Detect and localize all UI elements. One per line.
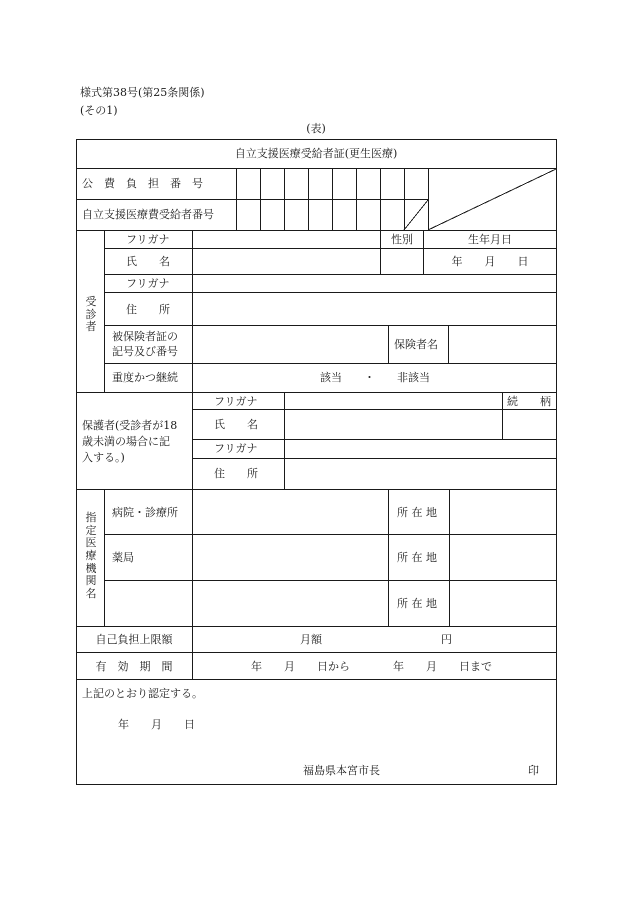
validity-to: 年 月 日まで (393, 660, 492, 673)
public-payer-number-label: 公 費 負 担 番 号 (82, 177, 203, 190)
patient-name-label: 氏 名 (126, 255, 170, 268)
patient-furigana-label: フリガナ (126, 233, 170, 246)
certification-date: 年 月 日 (118, 718, 195, 731)
patient-furigana2-label: フリガナ (126, 277, 170, 290)
copay-limit-yen: 円 (441, 633, 452, 646)
validity-from: 年 月 日から (251, 660, 350, 673)
guardian-group-label-line3: 入する。) (82, 451, 125, 464)
insurance-card-label-line1: 被保険者証の (112, 330, 178, 343)
patient-birthdate-label: 生年月日 (468, 233, 512, 246)
patient-gender-label: 性別 (391, 233, 413, 246)
guardian-furigana2-label: フリガナ (214, 442, 258, 455)
patient-address-label: 住 所 (126, 303, 170, 316)
severe-continuous-options: 該当 ・ 非該当 (320, 371, 430, 384)
recipient-number-label: 自立支援医療費受給者番号 (82, 208, 214, 221)
guardian-group-label-line1: 保護者(受診者が18 (82, 419, 178, 432)
form-number: 様式第38号(第25条関係) (80, 86, 205, 99)
seal-mark: 印 (528, 764, 539, 777)
patient-birthdate-placeholder: 年 月 日 (451, 255, 529, 268)
validity-label: 有 効 期 間 (95, 660, 173, 673)
issuer-name: 福島県本宮市長 (303, 764, 380, 777)
severe-continuous-label: 重度かつ継続 (112, 371, 178, 384)
copay-limit-label: 自己負担上限額 (95, 633, 173, 646)
other-location-label: 所 在 地 (397, 597, 437, 610)
certification-text: 上記のとおり認定する。 (82, 687, 203, 700)
form-sub-number: (その1) (80, 104, 118, 117)
guardian-furigana-label: フリガナ (214, 395, 258, 408)
guardian-group-label-line2: 歳未満の場合に記 (82, 435, 170, 448)
form-side-label: (表) (306, 122, 326, 135)
hospital-location-label: 所 在 地 (397, 506, 437, 519)
copay-limit-monthly: 月額 (300, 633, 322, 646)
pharmacy-label: 薬局 (112, 551, 134, 564)
insurance-card-label-line2: 記号及び番号 (112, 345, 178, 358)
patient-group-label: 受診者 (85, 295, 97, 334)
pharmacy-location-label: 所 在 地 (397, 551, 437, 564)
guardian-address-label: 住 所 (214, 467, 258, 480)
insurer-name-label: 保険者名 (394, 338, 438, 351)
institution-group-label: 指定医療機関名 (85, 511, 97, 600)
form-title: 自立支援医療受給者証(更生医療) (234, 147, 398, 160)
guardian-name-label: 氏 名 (214, 418, 258, 431)
guardian-relationship-label: 続 柄 (507, 395, 551, 408)
hospital-clinic-label: 病院・診療所 (112, 506, 178, 519)
